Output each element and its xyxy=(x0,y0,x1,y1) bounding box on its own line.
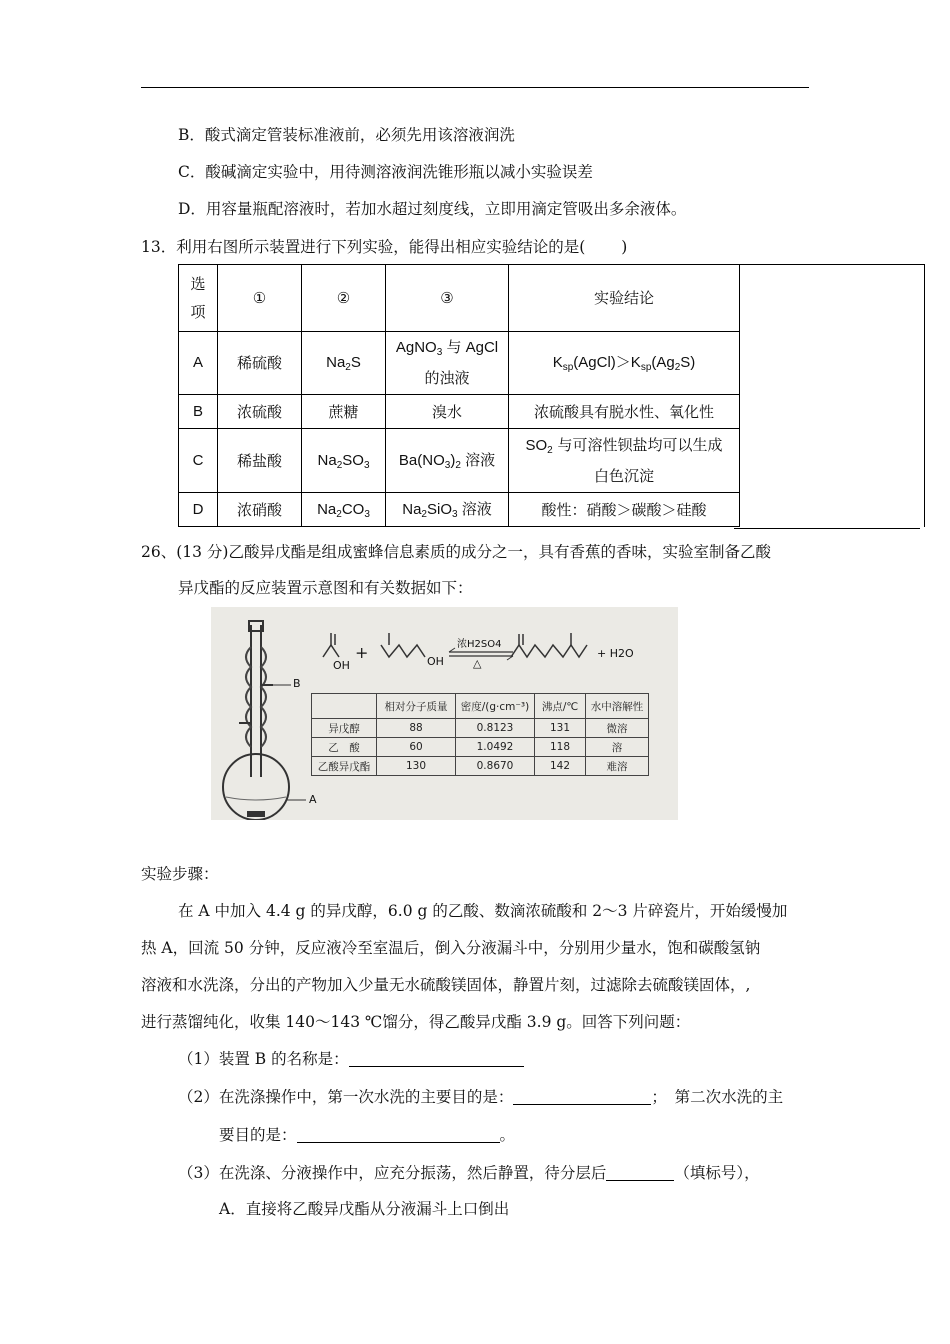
q12-option-d: D．用容量瓶配溶液时，若加水超过刻度线，立即用滴定管吸出多余液体。 xyxy=(178,200,687,218)
reagent-label: 浓H2SO4 xyxy=(457,639,502,650)
q26-stem-line1: 26、(13 分)乙酸异戊酯是组成蜜蜂信息素质的成分之一，具有香蕉的香味，实验室制备乙酸 xyxy=(141,543,771,561)
table-row: C 稀盐酸 $Na_2SO_3$ $Ba(NO_3)_2$ 溶液 $SO_2$ 与可溶性钡盐均可以生成 白色沉淀 xyxy=(179,429,925,493)
acetic-oh-label: OH xyxy=(333,659,350,672)
header-col1: ① xyxy=(218,265,302,332)
answer-blank[interactable] xyxy=(297,1124,500,1143)
q12-option-c: C．酸碱滴定实验中，用待测溶液润洗锥形瓶以减小实验误差 xyxy=(178,163,593,181)
sub-question-1: （1）装置 B 的名称是： xyxy=(178,1048,524,1070)
steps-title: 实验步骤： xyxy=(141,865,219,883)
table-row: D 浓硝酸 $Na_2CO_3$ $Na_2SiO_3$ 溶液 酸性：硝酸＞碳酸＞硅酸 xyxy=(179,493,925,527)
formula-na2s: $Na_2S$ xyxy=(302,332,386,395)
header-col3: ③ xyxy=(386,265,509,332)
table-edge xyxy=(734,528,920,529)
answer-blank[interactable] xyxy=(349,1048,524,1067)
alcohol-oh-label: OH xyxy=(427,655,444,668)
apparatus-figure xyxy=(211,607,678,820)
sub-question-3: （3）在洗涤、分液操作中，应充分振荡，然后静置，待分层后 （填标号）， xyxy=(178,1164,760,1182)
ksp-conclusion: $K_{sp}(AgCl)>K_{sp}(Ag_2S)$ xyxy=(509,332,740,395)
label-a: A xyxy=(309,793,317,806)
table-row: B 浓硫酸 蔗糖 溴水 浓硫酸具有脱水性、氧化性 xyxy=(179,395,925,429)
table-row: A 稀硫酸 $Na_2S$ AgNO$_3$ 与 AgCl 的浊液 $K_{sp}(AgCl)>K_{sp}(Ag_2S)$ xyxy=(179,332,925,395)
q13-table xyxy=(178,264,925,527)
q13-stem: 13．利用右图所示装置进行下列实验，能得出相应实验结论的是( ) xyxy=(141,238,628,256)
sub-question-3-option-a: A．直接将乙酸异戊酯从分液漏斗上口倒出 xyxy=(219,1200,510,1218)
plus-sign: + xyxy=(355,643,369,662)
table-row: 异戊醇 88 0.8123 131 微溶 xyxy=(312,719,649,738)
header-rule xyxy=(141,87,809,88)
figure-placeholder-cell xyxy=(740,265,925,332)
data-table xyxy=(311,693,649,776)
label-b: B xyxy=(293,677,301,690)
sub-question-2: （2）在洗涤操作中，第一次水洗的主要目的是： ； 第二次水洗的主 xyxy=(178,1088,784,1106)
table-header-row xyxy=(179,265,925,332)
heat-label: △ xyxy=(473,657,482,670)
header-conclusion: 实验结论 xyxy=(509,265,740,332)
sub-question-2-cont: 要目的是： 。 xyxy=(219,1126,516,1144)
procedure-line: 热 A，回流 50 分钟，反应液冷至室温后，倒入分液漏斗中，分别用少量水，饱和碳酸氢钠 xyxy=(141,939,761,957)
procedure-line: 进行蒸馏纯化，收集 140～143 ℃馏分，得乙酸异戊酯 3.9 g。回答下列问题： xyxy=(141,1013,691,1031)
table-row: 乙 酸 60 1.0492 118 溶 xyxy=(312,738,649,757)
header-option: 选 项 xyxy=(179,265,218,332)
q26-stem-line2: 异戊酯的反应装置示意图和有关数据如下： xyxy=(178,579,473,597)
water-product-label: + H2O xyxy=(597,647,634,660)
answer-blank[interactable] xyxy=(606,1162,674,1181)
q12-option-b: B．酸式滴定管装标准液前，必须先用该溶液润洗 xyxy=(178,126,515,144)
procedure-line: 在 A 中加入 4.4 g 的异戊醇，6.0 g 的乙酸、数滴浓硫酸和 2～3 片碎瓷片，开始缓慢加 xyxy=(178,902,788,920)
procedure-line: 溶液和水洗涤，分出的产物加入少量无水硫酸镁固体，静置片刻，过滤除去硫酸镁固体，, xyxy=(141,976,751,994)
table-row: 乙酸异戊酯 130 0.8670 142 难溶 xyxy=(312,757,649,776)
header-col2: ② xyxy=(302,265,386,332)
answer-blank[interactable] xyxy=(513,1086,651,1105)
table-header-row: 相对分子质量 密度/(g·cm⁻³) 沸点/℃ 水中溶解性 xyxy=(312,694,649,719)
